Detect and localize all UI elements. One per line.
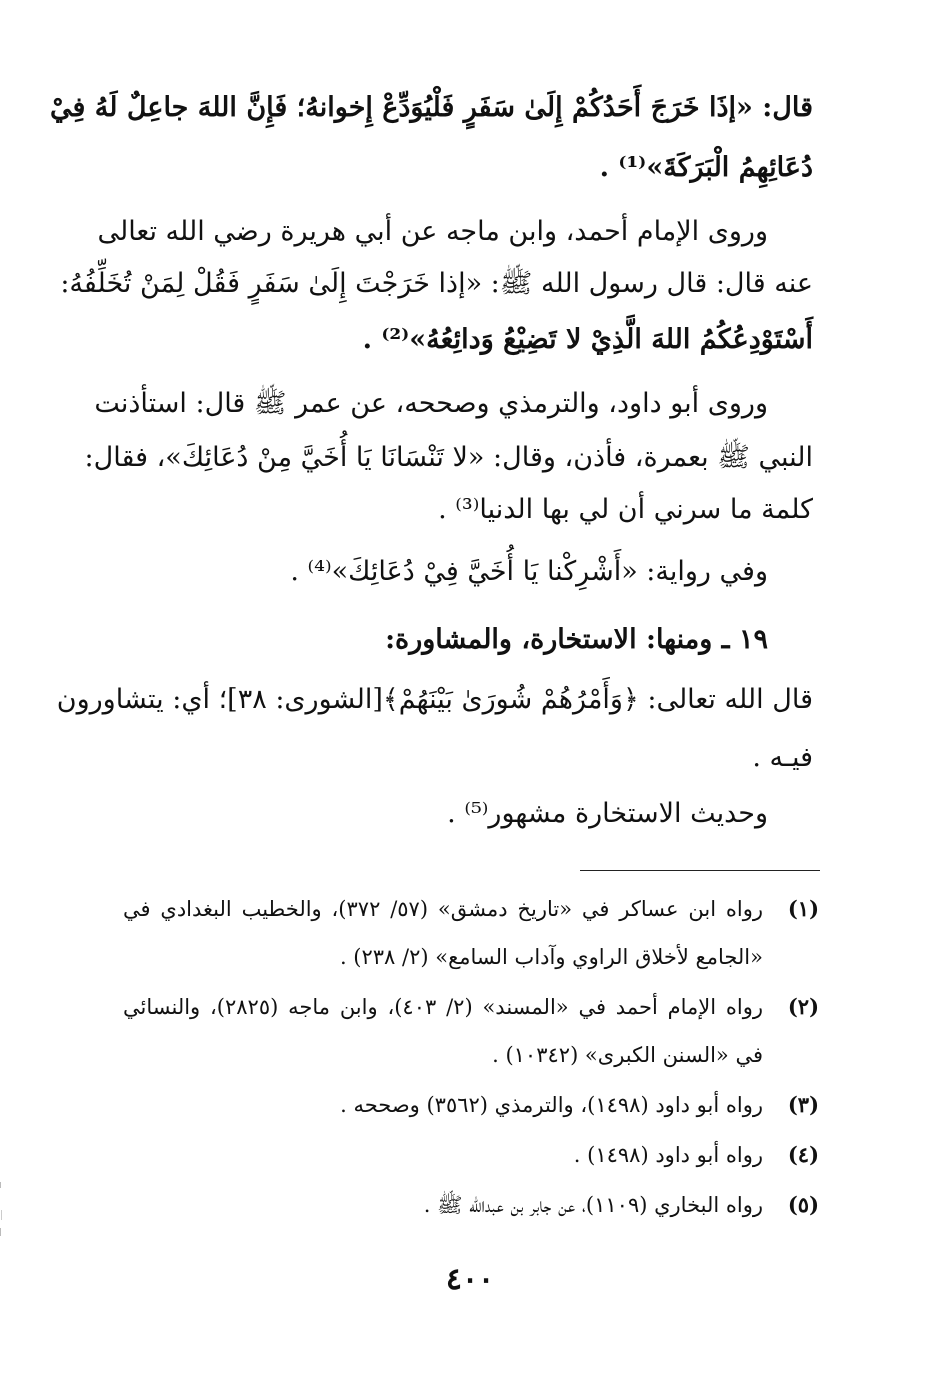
footnote-1-number: (١) xyxy=(787,896,819,921)
paragraph-2-line-2: عنه قال: قال رسول الله ﷺ: «إذا خَرَجْتَ إِلَىٰ سَفَرٍ فَقُلْ لِمَنْ تُخَلِّفُهُ: xyxy=(60,268,813,299)
paragraph-5-line-2: فيـه . xyxy=(752,742,813,773)
footnote-3-line-1: رواه أبو داود (١٤٩٨)، والترمذي (٣٥٦٢) وصححه . xyxy=(340,1093,763,1117)
paragraph-2-line-1: وروى الإمام أحمد، وابن ماجه عن أبي هريرة رضي الله تعالى xyxy=(97,216,768,247)
section-heading: ١٩ ـ ومنها: الاستخارة، والمشاورة: xyxy=(385,624,768,655)
paragraph-3-line-1: وروى أبو داود، والترمذي وصححه، عن عمر ﷺ قال: استأذنت xyxy=(94,388,768,419)
footnote-2-line-2: في «السنن الكبرى» (١٠٣٤٢) . xyxy=(492,1043,763,1067)
footnote-1-line-2: «الجامع لأخلاق الراوي وآداب السامع» (٢/ ٢٣٨) . xyxy=(339,945,763,969)
paragraph-1-line-1: قال: «إذَا خَرَجَ أَحَدُكُمْ إِلَىٰ سَفَرٍ فَلْيُوَدِّعْ إِخوانهُ؛ فَإِنَّ اللهَ جاعِلٌ لَهُ فِيْ xyxy=(49,92,813,123)
footnote-1-line-1: رواه ابن عساكر في «تاريخ دمشق» (٥٧/ ٣٧٢)، والخطيب البغدادي في xyxy=(123,897,763,921)
footnote-4-line-1: رواه أبو داود (١٤٩٨) . xyxy=(573,1143,763,1167)
footnote-separator xyxy=(580,870,820,871)
paragraph-3-line-3: كلمة ما سرني أن لي بها الدنيا⁽³⁾ . xyxy=(438,494,813,525)
footnote-5-line-1: رواه البخاري (١١٠٩)، عن جابر بن عبدالله ﷺ . xyxy=(423,1193,763,1217)
paragraph-3-line-2: النبي ﷺ بعمرة، فأذن، وقال: «لا تَنْسَانَا يَا أُخَيَّ مِنْ دُعَائِكَ»، فقال: xyxy=(84,442,813,473)
footnote-3-number: (٣) xyxy=(787,1092,819,1117)
paragraph-1-line-2: دُعَائِهِمُ الْبَرَكَةَ»⁽¹⁾ . xyxy=(599,152,813,183)
footnote-2-number: (٢) xyxy=(787,994,819,1019)
paragraph-2-line-3: أَسْتَوْدِعُكُمُ اللهَ الَّذِيْ لا تَضِيْعُ وَدائِعُهُ»⁽²⁾ . xyxy=(362,324,813,355)
scan-edge-marks xyxy=(0,1180,3,1240)
page-number: ٤٠٠ xyxy=(445,1262,495,1297)
paragraph-5-line-1: قال الله تعالى: ﴿وَأَمْرُهُمْ شُورَىٰ بَيْنَهُمْ﴾[الشورى: ٣٨]؛ أي: يتشاورون xyxy=(56,684,813,715)
footnote-4-number: (٤) xyxy=(787,1142,819,1167)
footnote-2-line-1: رواه الإمام أحمد في «المسند» (٢/ ٤٠٣)، وابن ماجه (٢٨٢٥)، والنسائي xyxy=(123,995,763,1019)
footnote-5-number: (٥) xyxy=(787,1192,819,1217)
paragraph-4-line-1: وفي رواية: «أَشْرِكْنا يَا أُخَيَّ فِيْ دُعَائِكَ»⁽⁴⁾ . xyxy=(290,556,768,587)
paragraph-6-line-1: وحديث الاستخارة مشهور⁽⁵⁾ . xyxy=(447,798,768,829)
